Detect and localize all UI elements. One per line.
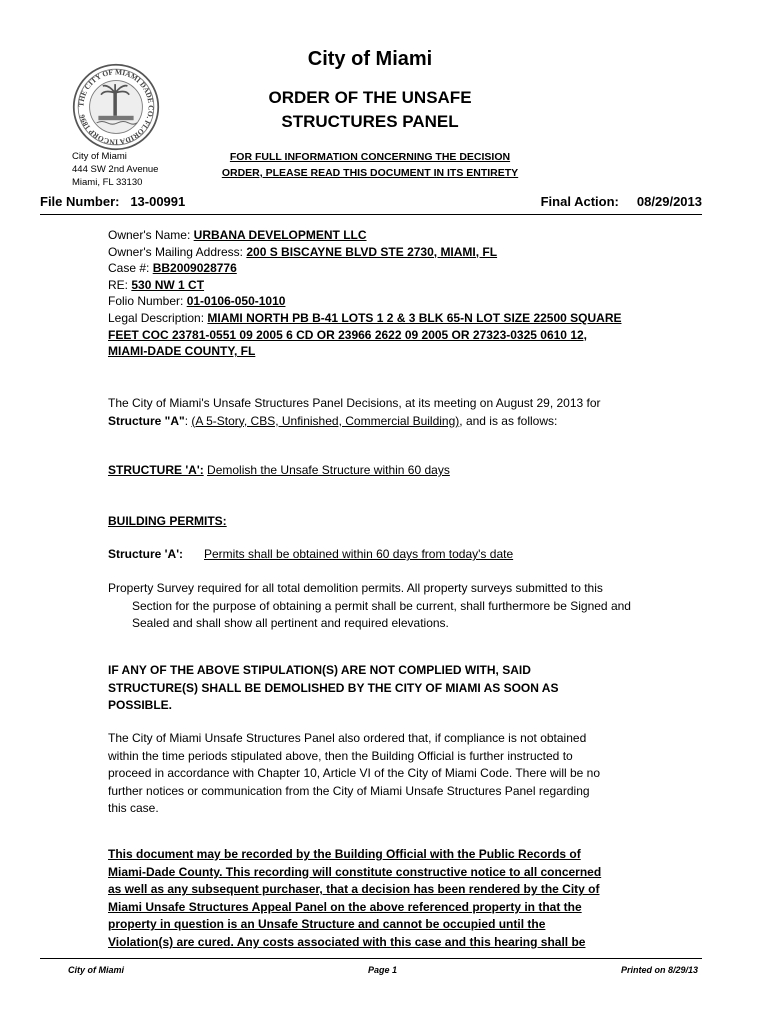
order-title: ORDER OF THE UNSAFE STRUCTURES PANEL	[268, 88, 472, 131]
structure-a-order: STRUCTURE 'A': Demolish the Unsafe Structure within 60 days	[108, 463, 450, 477]
case-number: BB2009028776	[152, 261, 237, 276]
final-action: Final Action: 08/29/2013	[540, 194, 702, 209]
file-line	[40, 194, 702, 209]
demolition-warning: IF ANY OF THE ABOVE STIPULATION(S) ARE NOT COMPLIED WITH, SAID STRUCTURE(S) SHALL BE DEMOLISHED BY THE CITY OF MIAMI AS SOON AS POSSIBLE.	[108, 663, 559, 713]
svg-text:THE CITY OF MIAMI DADE CO. FLO: THE CITY OF MIAMI DADE CO. FLORIDA INCORP 1896	[76, 67, 156, 147]
decision-paragraph: The City of Miami's Unsafe Structures Panel Decisions, at its meeting on August 29, 2013 for Structure "A": (A 5-Story, CBS, Unfinished, Commercial Building), and is as follows:	[108, 396, 601, 428]
city-seal-logo	[72, 63, 160, 151]
survey-paragraph: Property Survey required for all total demolition permits. All property surveys submitted to this Section for the purpose of obtaining a permit shall be current, shall furthermore be Signed and Sealed and shall show all pertinent and required elevations.	[108, 581, 631, 631]
information-notice: FOR FULL INFORMATION CONCERNING THE DECISION ORDER, PLEASE READ THIS DOCUMENT IN ITS ENTIRETY	[221, 151, 519, 179]
page-title: City of Miami	[307, 48, 433, 70]
recording-notice: This document may be recorded by the Building Official with the Public Records of Miami-Dade County. This recording will constitute constructive notice to all concerned as well as any subsequent purchaser, that a decision has been rendered by the City of Miami Unsafe Structures Appeal Panel on the above referenced property in that the property in question is an Unsafe Structure and cannot be occupied until the Violation(s) are cured. Any costs associated with this case and this hearing shall be	[108, 847, 602, 949]
panel-order-paragraph: The City of Miami Unsafe Structures Panel also ordered that, if compliance is not obtained within the time periods stipulated above, then the Building Official is further instructed to proceed in accordance with Chapter 10, Article VI of the City of Miami Code. There will be no further notices or communication from the City of Miami Unsafe Structures Panel regarding this case.	[108, 731, 601, 816]
printed-date: Printed on 8/29/13	[620, 965, 698, 975]
property-address: 530 NW 1 CT	[131, 277, 205, 292]
file-number: File Number: 13-00991	[40, 194, 186, 209]
footer-left: City of Miami	[68, 965, 125, 975]
city-address: City of Miami 444 SW 2nd Avenue Miami, FL 33130	[72, 151, 159, 188]
footer-divider	[40, 958, 702, 959]
folio-number: 01-0106-050-1010	[186, 294, 286, 309]
owner-name: URBANA DEVELOPMENT LLC	[193, 228, 367, 242]
owner-mailing-address: 200 S BISCAYNE BLVD STE 2730, MIAMI, FL	[246, 244, 498, 259]
permit-requirement: Structure 'A': Permits shall be obtained within 60 days from today's date	[108, 547, 514, 561]
header-divider	[40, 214, 702, 215]
owner-info: Owner's Name: URBANA DEVELOPMENT LLC Owner's Mailing Address: 200 S BISCAYNE BLVD STE 2730, MIAMI, FL Case #: BB2009028776 RE: 530 NW 1 CT Folio Number: 01-0106-050-1010 Legal Description: MIAMI NORTH PB B-41 LOTS 1 2 & 3 BLK 65-N LOT SIZE 22500 SQUARE FEET COC 23781-0551 09 2005 6 CD OR 23966 2622 09 2005 OR 27323-0325 0610 12, MIAMI-DADE COUNTY, FL	[108, 228, 622, 359]
legal-description: MIAMI NORTH PB B-41 LOTS 1 2 & 3 BLK 65-N LOT SIZE 22500 SQUARE	[207, 310, 622, 325]
building-permits-heading: BUILDING PERMITS:	[108, 514, 227, 528]
page-number: Page 1	[368, 965, 398, 975]
